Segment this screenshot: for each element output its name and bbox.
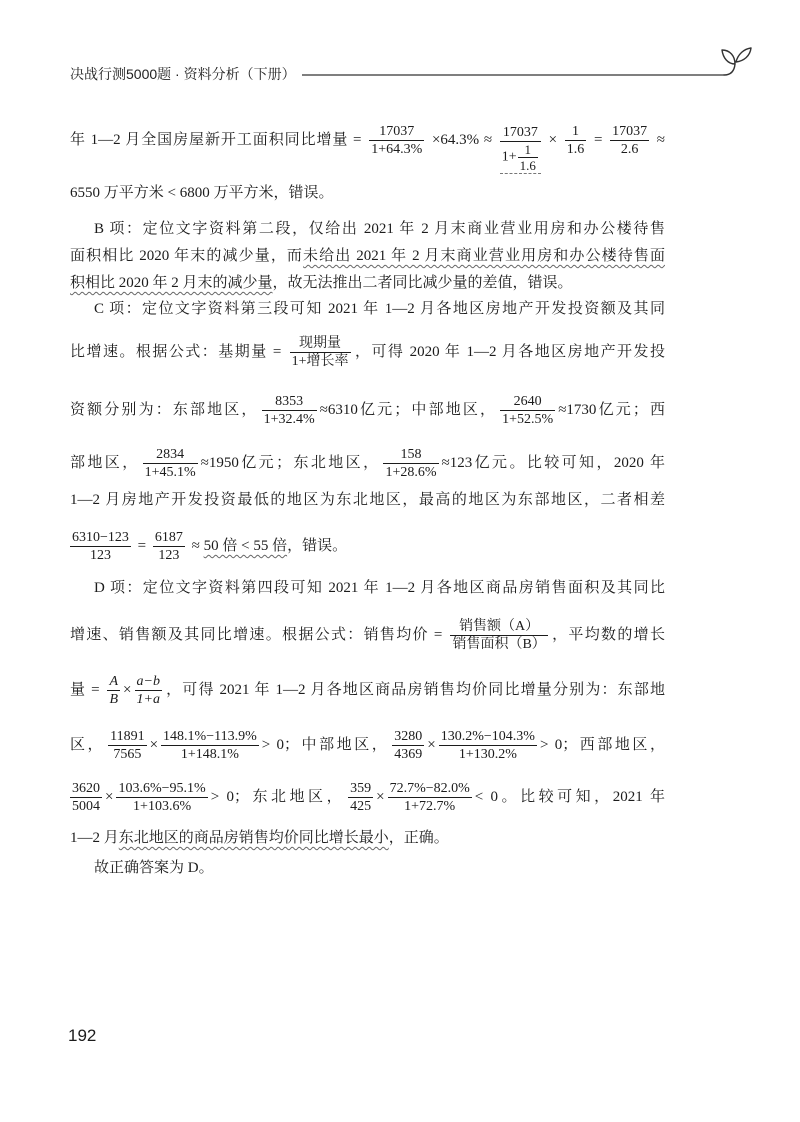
fraction-denominator: 1+103.6% (133, 799, 192, 815)
highlighted-text: 东北地区的商品房销售均价同比增长最小 (118, 830, 389, 846)
text-segment: ≈1950亿元；东北地区， (200, 455, 381, 471)
text-segment: 量 = (70, 682, 100, 698)
fraction-denominator: 1+130.2% (458, 747, 517, 763)
item-c-line-5: 1—2 月房地产开发投资最低的地区为东北地区，最高的地区为东部地区，二者相差 (70, 492, 665, 508)
fraction-denominator: 1+64.3% (371, 142, 423, 158)
text-segment: < 0。比较可知，2021 年 (474, 789, 665, 805)
text-segment: 增速、销售额及其同比增速。根据公式：销售均价 = (70, 627, 443, 643)
fraction-denominator: 1+148.1% (180, 747, 239, 763)
fraction-denominator: 123 (158, 548, 180, 564)
fraction (70, 529, 131, 564)
text-segment: ≈1730亿元；西 (558, 402, 666, 418)
item-d-line-4 (70, 721, 665, 769)
item-b-line-2 (70, 244, 665, 268)
page-number: 192 (68, 1026, 97, 1045)
item-d-line-5 (70, 773, 665, 821)
fraction-denominator: 1+52.5% (502, 412, 554, 428)
highlighted-text: 未给出 2021 年 2 月末商业营业用房和办公楼待售面 (303, 248, 665, 264)
text-segment: ，可得 2020 年 1—2 月各地区房地产开发投 (353, 344, 666, 360)
formula-fraction (107, 673, 120, 708)
item-d-line-2 (70, 611, 665, 659)
fraction-numerator: A (109, 674, 119, 690)
fraction (153, 529, 185, 564)
fraction-denominator: 1+45.1% (144, 465, 196, 481)
text-segment: ，可得 2021 年 1—2 月各地区商品房销售均价同比增量分别为：东部地 (164, 682, 665, 698)
item-a-line-1 (70, 110, 666, 173)
fraction-denominator: 1+增长率 (291, 354, 349, 370)
fraction-numerator: 359 (350, 781, 372, 797)
text-segment: × (427, 737, 436, 753)
item-b-line-1: B 项：定位文字资料第二段，仅给出 2021 年 2 月末商业营业用房和办公楼待售 (94, 221, 665, 237)
nested-fraction (500, 124, 541, 174)
fraction (116, 780, 207, 815)
fraction-numerator: 11891 (110, 729, 145, 745)
fraction-numerator: 现期量 (290, 335, 351, 353)
denominator-prefix: 1+ (501, 149, 517, 165)
fraction (439, 728, 537, 763)
fraction-numerator: 17037 (612, 124, 648, 140)
text-segment: = (593, 132, 603, 148)
fraction-numerator: 8353 (262, 393, 317, 411)
answer-line: 故正确答案为 D。 (94, 860, 214, 876)
fraction-numerator: 72.7%−82.0% (389, 781, 470, 797)
fraction-numerator: 1 (565, 123, 587, 141)
fraction-denominator: 1+32.4% (263, 412, 315, 428)
fraction (108, 728, 146, 763)
item-a-line-2: 6550 万平方米 < 6800 万平方米，错误。 (70, 185, 334, 201)
fraction-denominator: 1+a (136, 692, 160, 708)
fraction-denominator: 425 (350, 799, 372, 815)
fraction (348, 780, 373, 815)
item-c-line-2 (70, 328, 665, 376)
fraction (500, 393, 555, 428)
formula-fraction (450, 618, 547, 653)
fraction-numerator: 158 (383, 446, 438, 464)
fraction-denominator: B (109, 692, 119, 708)
fraction-denominator: 5004 (72, 799, 100, 815)
highlighted-text: 50 倍 < 55 倍 (203, 538, 288, 554)
fraction-numerator: 3620 (72, 781, 100, 797)
fraction-denominator: 1.6 (519, 157, 536, 173)
text-segment: × (376, 789, 385, 805)
fraction-denominator: 7565 (113, 747, 142, 763)
item-d-line-6 (70, 826, 665, 850)
item-b-line-3 (70, 271, 665, 295)
fraction (565, 123, 587, 158)
fraction-denominator (500, 142, 541, 174)
highlighted-text: 积相比 2020 年 2 月末的减少量 (70, 275, 273, 291)
text-segment: 比增速。根据公式：基期量 = (70, 344, 282, 360)
text-segment: ≈ (656, 132, 666, 148)
text-segment: × (123, 682, 132, 698)
item-d-line-3 (70, 666, 665, 714)
item-c-line-3 (70, 386, 665, 434)
fraction-numerator: 130.2%−104.3% (440, 729, 535, 745)
fraction-numerator: 6187 (154, 530, 183, 546)
formula-fraction (290, 335, 351, 370)
fraction (388, 780, 472, 815)
text-segment: 资额分别为：东部地区， (70, 402, 259, 418)
text-segment: × (548, 132, 558, 148)
fraction-denominator: 销售面积（B） (452, 637, 546, 653)
fraction-numerator: 17037 (369, 123, 424, 141)
text-segment: > 0；西部地区， (539, 737, 665, 753)
fraction-numerator: 3280 (394, 729, 423, 745)
text-segment: ≈123亿元。比较可知，2020 年 (441, 455, 665, 471)
text-segment: ，正确。 (388, 830, 449, 846)
text-segment: ，故无法推出二者同比减少量的差值，错误。 (272, 275, 573, 291)
running-header-title: 决战行测5000题 · 资料分析（下册） (70, 66, 296, 82)
fraction-numerator: a−b (136, 674, 160, 690)
item-c-line-4 (70, 439, 665, 487)
fraction (262, 393, 317, 428)
fraction-numerator: 103.6%−95.1% (118, 781, 206, 797)
fraction (70, 780, 102, 815)
formula-fraction (135, 673, 162, 708)
fraction (369, 123, 424, 158)
sprout-icon (722, 48, 751, 75)
fraction-numerator: 17037 (500, 124, 541, 142)
text-segment: 面积相比 2020 年末的减少量，而 (70, 248, 304, 264)
fraction-numerator: 2640 (500, 393, 555, 411)
text-segment: 1—2 月 (70, 830, 119, 846)
fraction-denominator: 1.6 (566, 142, 585, 158)
header-decoration (0, 0, 800, 100)
inner-fraction (518, 142, 538, 173)
fraction (143, 446, 198, 481)
text-segment: ≈ (191, 538, 200, 554)
fraction-denominator: 1+28.6% (385, 465, 437, 481)
fraction (392, 728, 424, 763)
item-c-line-6 (70, 522, 665, 570)
fraction-denominator: 1+72.7% (404, 799, 456, 815)
text-segment: 年 1—2 月全国房屋新开工面积同比增量 = (70, 132, 362, 148)
fraction (383, 446, 438, 481)
text-segment: 部地区， (70, 455, 140, 471)
fraction-numerator: 148.1%−113.9% (163, 729, 257, 745)
text-segment: ，平均数的增长 (550, 627, 665, 643)
fraction-numerator: 2834 (143, 446, 198, 464)
text-segment: ≈6310亿元；中部地区， (319, 402, 498, 418)
fraction-denominator: 2.6 (620, 142, 639, 158)
text-segment: ，错误。 (287, 538, 348, 554)
item-c-line-1: C 项：定位文字资料第三段可知 2021 年 1—2 月各地区房地产开发投资额及其同 (94, 301, 665, 317)
fraction (610, 123, 649, 158)
fraction-numerator: 6310−123 (72, 530, 129, 546)
fraction-denominator: 4369 (394, 747, 423, 763)
text-segment: × (149, 737, 159, 753)
fraction (161, 728, 259, 763)
text-segment: = (137, 538, 147, 554)
fraction-denominator: 123 (89, 548, 111, 564)
item-d-line-1: D 项：定位文字资料第四段可知 2021 年 1—2 月各地区商品房销售面积及其同比 (94, 580, 665, 596)
text-segment: × (105, 789, 114, 805)
fraction-numerator: 销售额（A） (450, 618, 547, 636)
fraction-numerator: 1 (518, 142, 538, 158)
text-segment: ×64.3% ≈ (431, 132, 493, 148)
text-segment: > 0；中部地区， (261, 737, 390, 753)
text-segment: 区， (70, 737, 106, 753)
text-segment: > 0；东北地区， (210, 789, 346, 805)
